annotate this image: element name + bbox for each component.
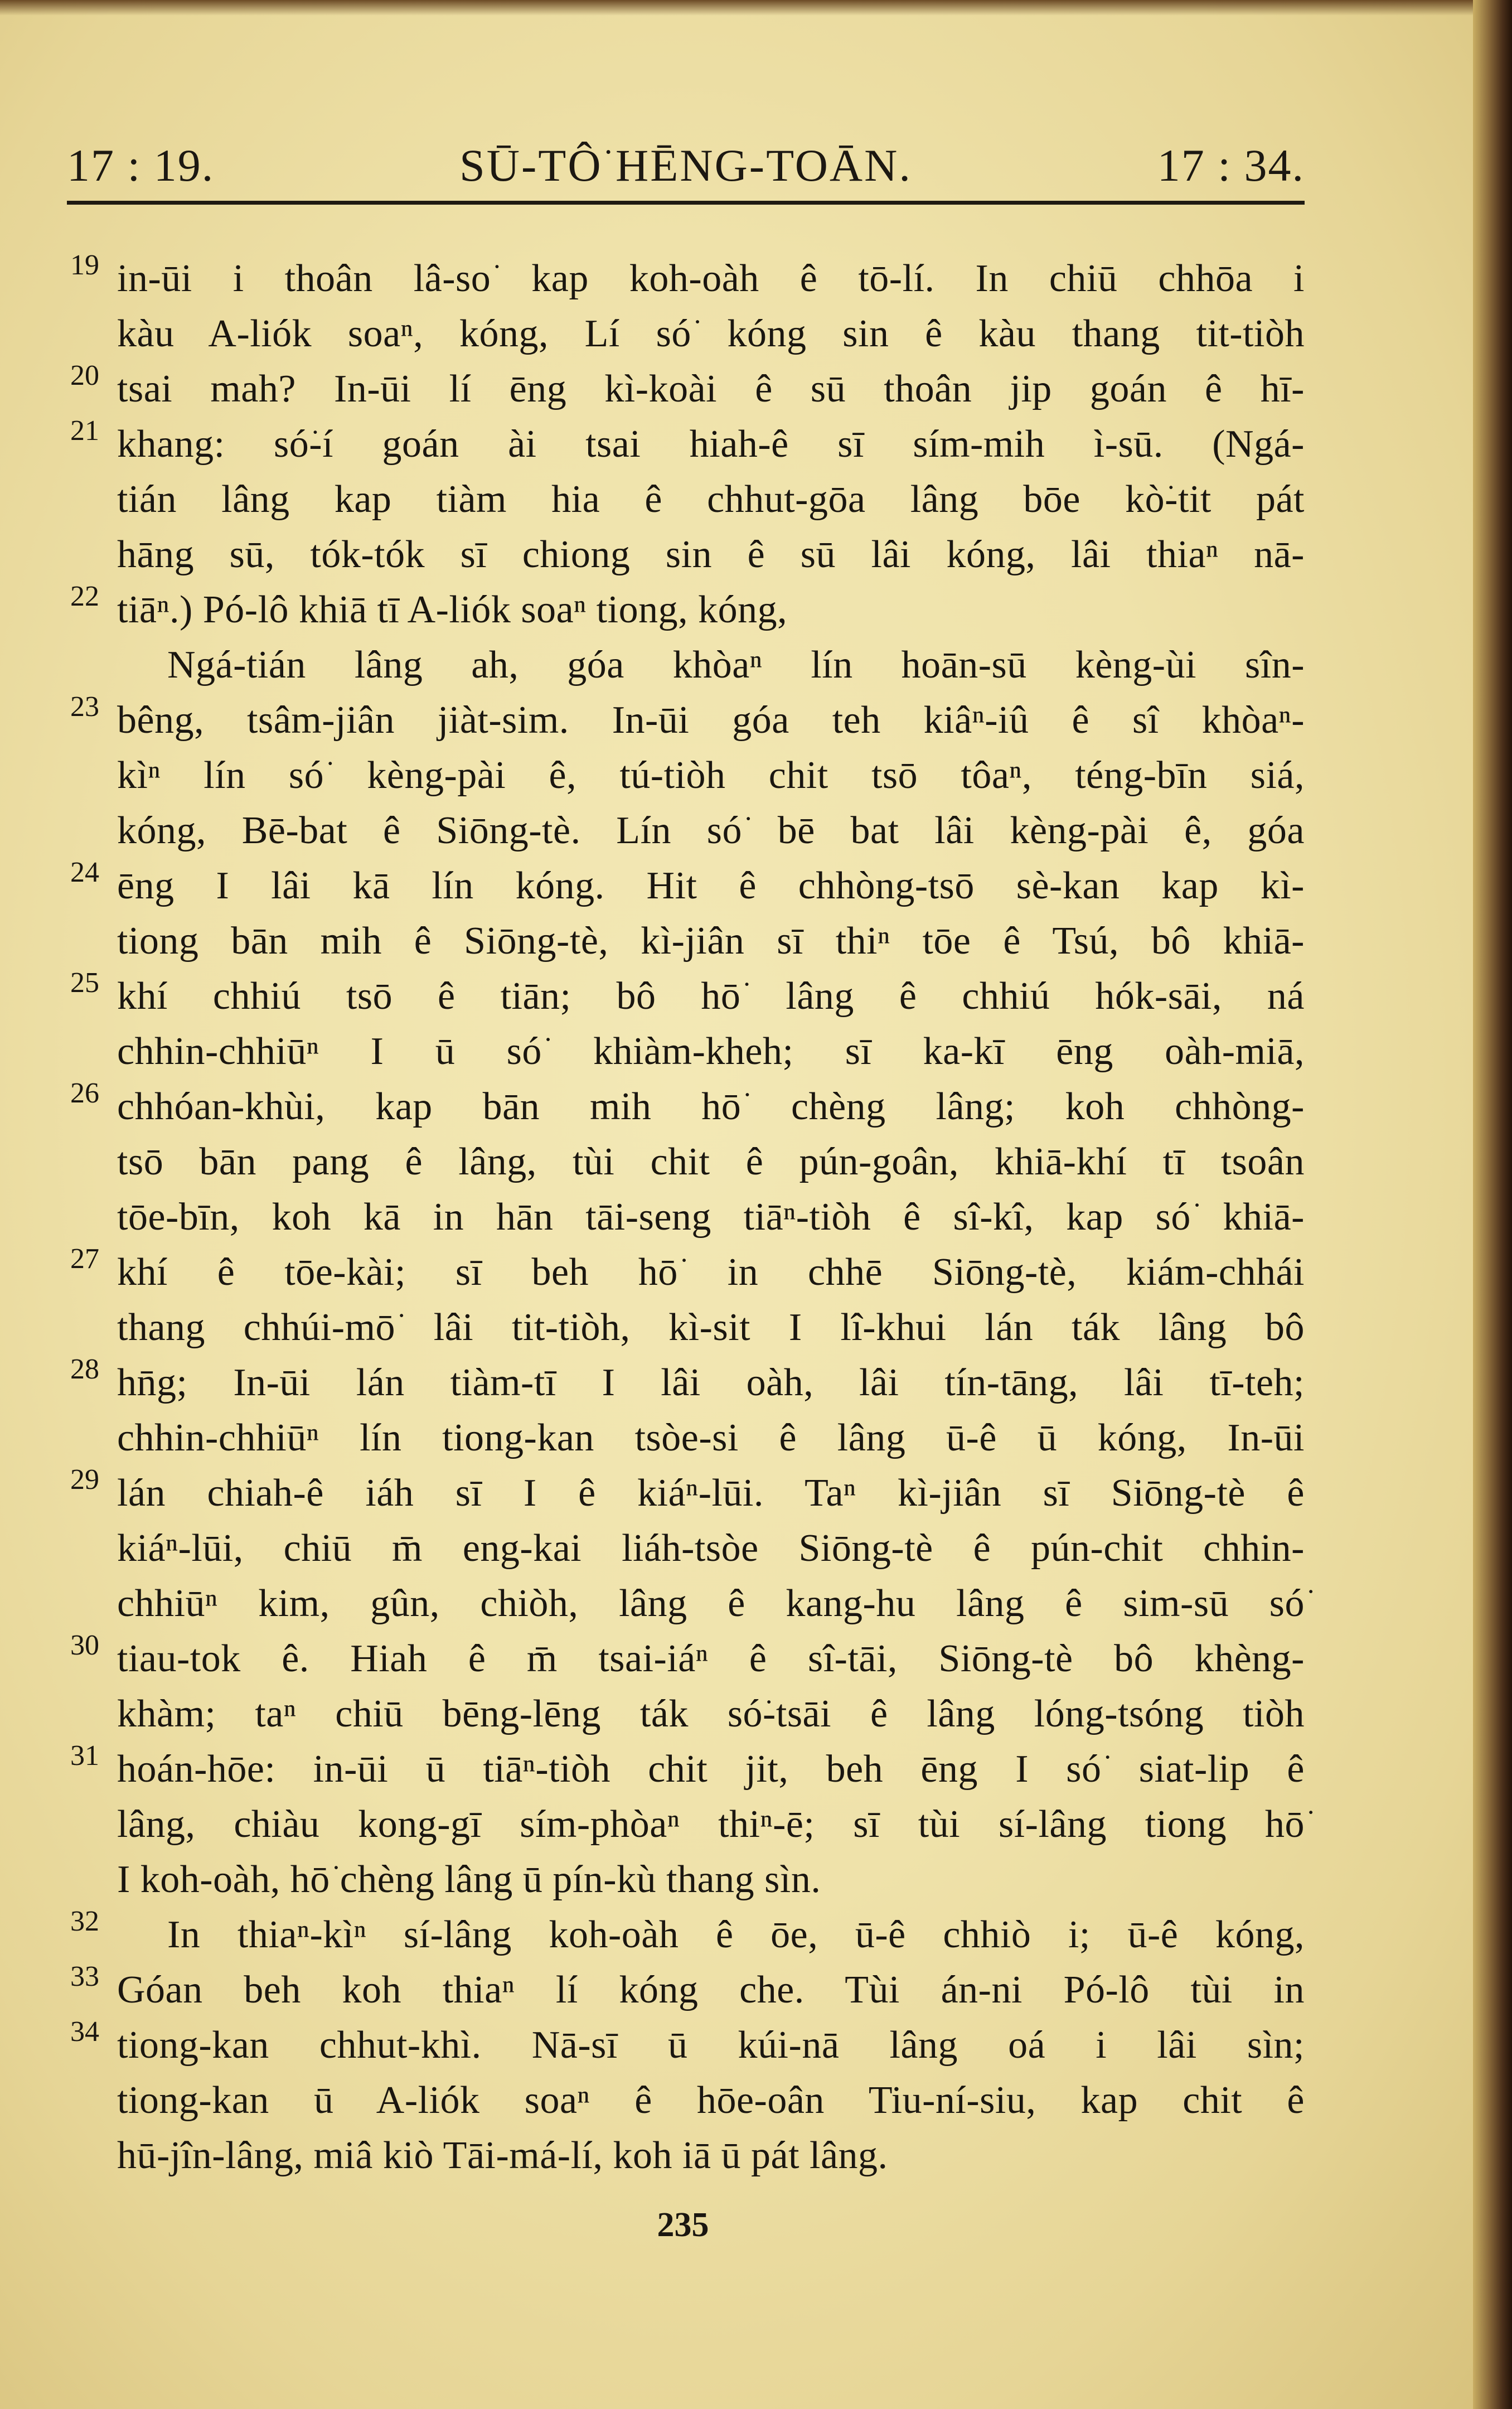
line-text: tsō bān pang ê lâng, tùi chit ê pún-goân, khiā-khí tī tsoân <box>117 1140 1305 1183</box>
line-text: kìⁿ lín só͘ kèng-pài ê, tú-tiòh chit tsō tôaⁿ, téng-bīn siá, <box>117 754 1305 797</box>
text-line <box>0 312 1512 367</box>
text-line <box>0 2134 1512 2189</box>
text-line <box>0 415 1512 477</box>
line-text: ēng I lâi kā lín kóng. Hit ê chhòng-tsō sè-kan kap kì- <box>117 864 1305 907</box>
line-text: Ngá-tián lâng ah, góa khòaⁿ lín hoān-sū kèng-ùi sîn- <box>167 644 1305 686</box>
text-line <box>0 1195 1512 1250</box>
line-text: lán chiah-ê iáh sī I ê kiáⁿ-lūi. Taⁿ kì-jiân sī Siōng-tè ê <box>117 1472 1305 1515</box>
page-top-shadow <box>0 0 1512 16</box>
verse-number: 32 <box>70 1905 99 1937</box>
line-text: kiáⁿ-lūi, chiū m̄ eng-kai liáh-tsòe Siōng-tè ê pún-chit chhin- <box>117 1527 1305 1570</box>
line-text: khang: só͘-í goán ài tsai hiah-ê sī sím-mih ì-sū. (Ngá- <box>117 423 1305 466</box>
text-line <box>0 477 1512 533</box>
verse-number: 21 <box>70 415 99 447</box>
line-text: tiong-kan chhut-khì. Nā-sī ū kúi-nā lâng oá i lâi sìn; <box>117 2024 1305 2067</box>
text-line <box>0 2016 1512 2078</box>
line-text: I koh-oàh, hō͘ chèng lâng ū pín-kù thang sìn. <box>117 1858 821 1901</box>
line-text: hū-jîn-lâng, miâ kiò Tāi-má-lí, koh iā ū pát lâng. <box>117 2134 888 2177</box>
header-rule <box>67 201 1305 205</box>
line-text: khí chhiú tsō ê tiān; bô hō͘ lâng ê chhiú hók-sāi, ná <box>117 975 1305 1018</box>
text-line <box>0 919 1512 974</box>
line-text: tiau-tok ê. Hiah ê m̄ tsai-iáⁿ ê sî-tāi, Siōng-tè bô khèng- <box>117 1637 1305 1680</box>
verse-number: 34 <box>70 2016 99 2048</box>
text-line <box>0 1029 1512 1085</box>
line-text: khàm; taⁿ chiū bēng-lēng ták só͘-tsāi ê lâng lóng-tsóng tiòh <box>117 1692 1305 1735</box>
text-line <box>0 1961 1512 2023</box>
line-text: bêng, tsâm-jiân jiàt-sim. In-ūi góa teh kiâⁿ-iû ê sî khòaⁿ- <box>117 699 1305 742</box>
verse-number: 23 <box>70 691 99 723</box>
text-line <box>0 581 1512 643</box>
verse-number: 19 <box>70 249 99 281</box>
text-line <box>0 1740 1512 1802</box>
text-line <box>0 1243 1512 1305</box>
line-text: chhin-chhiūⁿ lín tiong-kan tsòe-si ê lâng ū-ê ū kóng, In-ūi <box>117 1416 1305 1459</box>
line-text: tiong-kan ū A-liók soaⁿ ê hōe-oân Tiu-ní-siu, kap chit ê <box>117 2079 1305 2122</box>
verse-number: 31 <box>70 1740 99 1772</box>
verse-number: 25 <box>70 967 99 999</box>
text-line <box>0 691 1512 753</box>
line-text: kàu A-liók soaⁿ, kóng, Lí só͘ kóng sin ê kàu thang tit-tiòh <box>117 312 1305 355</box>
verse-number: 27 <box>70 1243 99 1275</box>
header-title: SŪ-TÔ͘ HĒNG-TOĀN. <box>459 140 912 191</box>
text-line <box>0 1353 1512 1416</box>
text-line <box>0 1857 1512 1913</box>
line-text: Góan beh koh thiaⁿ lí kóng che. Tùi án-ni Pó-lô tùi in <box>117 1968 1305 2011</box>
text-line <box>0 1802 1512 1857</box>
line-text: hn̄g; In-ūi lán tiàm-tī I lâi oàh, lâi tín-tāng, lâi tī-teh; <box>117 1361 1305 1404</box>
line-text: lâng, chiàu kong-gī sím-phòaⁿ thiⁿ-ē; sī tùi sí-lâng tiong hō͘ <box>117 1803 1305 1846</box>
text-line <box>0 360 1512 422</box>
text-line <box>0 753 1512 809</box>
verse-number: 20 <box>70 360 99 391</box>
line-text: tōe-bīn, koh kā in hān tāi-seng tiāⁿ-tiòh ê sî-kî, kap só͘ khiā- <box>117 1196 1305 1239</box>
text-line <box>0 1464 1512 1526</box>
line-text: chhiūⁿ kim, gûn, chiòh, lâng ê kang-hu lâng ê sim-sū só͘ <box>117 1582 1305 1625</box>
page-number: 235 <box>657 2206 709 2244</box>
text-line <box>0 1905 1512 1968</box>
line-text: In thiaⁿ-kìⁿ sí-lâng koh-oàh ê ōe, ū-ê chhiò i; ū-ê kóng, <box>167 1913 1305 1956</box>
verse-number: 29 <box>70 1464 99 1496</box>
line-text: tiong bān mih ê Siōng-tè, kì-jiân sī thiⁿ tōe ê Tsú, bô khiā- <box>117 920 1305 962</box>
line-text: tiāⁿ.) Pó-lô khiā tī A-liók soaⁿ tiong, kóng, <box>117 588 788 631</box>
body-text <box>0 249 1512 2189</box>
text-line <box>0 809 1512 864</box>
line-text: tián lâng kap tiàm hia ê chhut-gōa lâng bōe kò͘-tit pát <box>117 478 1305 521</box>
text-line <box>0 533 1512 588</box>
header-verse-start: 17 : 19. <box>67 140 215 191</box>
verse-number: 22 <box>70 581 99 612</box>
text-line <box>0 1077 1512 1140</box>
verse-number: 30 <box>70 1629 99 1661</box>
text-line <box>0 2078 1512 2134</box>
text-line <box>0 1581 1512 1637</box>
line-text: hoán-hōe: in-ūi ū tiāⁿ-tiòh chit jit, beh ēng I só͘ siat-lip ê <box>117 1748 1305 1791</box>
header-verse-end: 17 : 34. <box>1157 140 1305 191</box>
line-text: hāng sū, tók-tók sī chiong sin ê sū lâi kóng, lâi thiaⁿ nā- <box>117 533 1305 576</box>
line-text: in-ūi i thoân lâ-so͘ kap koh-oàh ê tō-lí. In chiū chhōa i <box>117 257 1305 300</box>
text-line <box>0 1692 1512 1747</box>
text-line <box>0 857 1512 919</box>
text-line <box>0 1629 1512 1692</box>
text-line <box>0 1305 1512 1361</box>
text-line <box>0 643 1512 698</box>
running-header <box>67 128 1305 195</box>
line-text: kóng, Bē-bat ê Siōng-tè. Lín só͘ bē bat lâi kèng-pài ê, góa <box>117 809 1305 852</box>
text-line <box>0 1526 1512 1581</box>
line-text: tsai mah? In-ūi lí ēng kì-koài ê sū thoân jip goán ê hī- <box>117 367 1305 410</box>
line-text: thang chhúi-mō͘ lâi tit-tiòh, kì-sit I lî-khui lán ták lâng bô <box>117 1306 1305 1349</box>
text-line <box>0 1140 1512 1195</box>
line-text: khí ê tōe-kài; sī beh hō͘ in chhē Siōng-tè, kiám-chhái <box>117 1251 1305 1294</box>
text-line <box>0 967 1512 1029</box>
line-text: chhóan-khùi, kap bān mih hō͘ chèng lâng; koh chhòng- <box>117 1085 1305 1128</box>
verse-number: 33 <box>70 1961 99 1992</box>
verse-number: 26 <box>70 1077 99 1109</box>
text-line <box>0 249 1512 312</box>
line-text: chhin-chhiūⁿ I ū só͘ khiàm-kheh; sī ka-kī ēng oàh-miā, <box>117 1030 1305 1073</box>
verse-number: 24 <box>70 857 99 888</box>
verse-number: 28 <box>70 1353 99 1385</box>
text-line <box>0 1416 1512 1471</box>
